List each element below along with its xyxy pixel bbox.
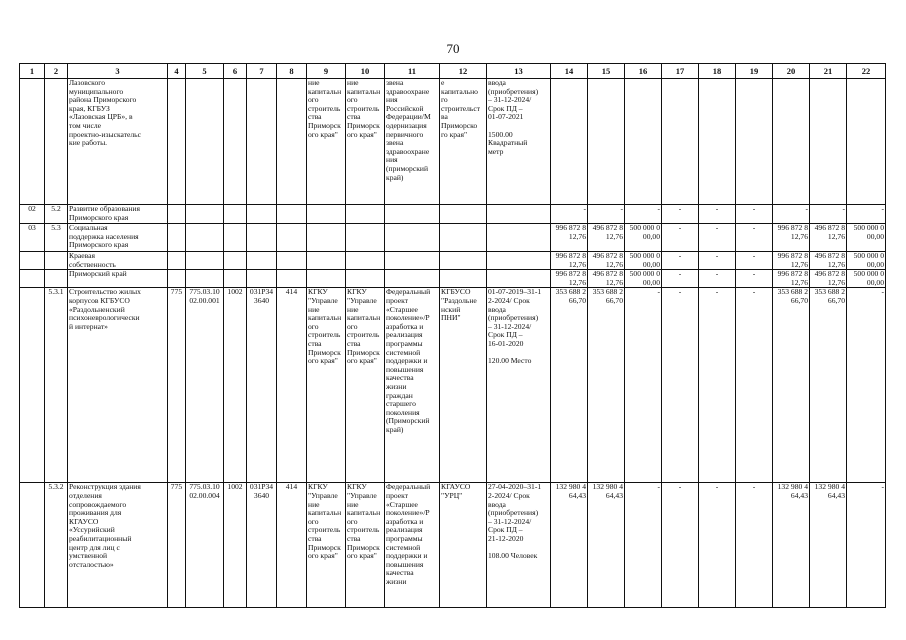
table-cell: 02 — [20, 205, 45, 224]
table-cell: ние капитальн ого строитель ства Приморск ого края" — [307, 79, 346, 205]
table-cell — [487, 270, 551, 288]
table-cell: - — [662, 288, 699, 483]
table-cell — [45, 79, 68, 205]
table-cell — [45, 270, 68, 288]
table-cell: - — [773, 205, 810, 224]
table-cell — [307, 270, 346, 288]
table-cell — [168, 224, 186, 252]
table-cell: - — [699, 483, 736, 608]
column-header: 14 — [551, 64, 588, 79]
table-cell: 132 980 4 64,43 — [551, 483, 588, 608]
page-number: 70 — [446, 41, 460, 56]
column-header: 7 — [247, 64, 277, 79]
table-row — [20, 288, 886, 483]
table-cell: - — [736, 224, 773, 252]
table-cell: Социальная поддержка населения Приморского края — [68, 224, 168, 252]
table-cell — [186, 270, 224, 288]
table-cell: 775.03.10 02.00.004 — [186, 483, 224, 608]
table-cell: звена здравоохране ния Российской Федерации/М одернизация первичного звена здравоохране ния (приморский край) — [385, 79, 440, 205]
table-cell: 996 872 8 12,76 — [551, 224, 588, 252]
table-cell — [277, 79, 307, 205]
table-cell: 500 000 0 00,00 — [625, 252, 662, 270]
table-cell — [588, 79, 625, 205]
table-cell — [168, 205, 186, 224]
table-cell — [307, 252, 346, 270]
table-cell: - — [662, 252, 699, 270]
table-cell — [307, 224, 346, 252]
table-cell — [186, 79, 224, 205]
table-cell: Федеральный проект «Старшее поколение»/Р азработка и реализация программы системной поддержки и повышения качества жизни — [385, 483, 440, 608]
column-header: 3 — [68, 64, 168, 79]
table-cell — [699, 79, 736, 205]
table-cell: - — [662, 205, 699, 224]
table-cell: е капитально го строительст ва Приморско го края" — [440, 79, 487, 205]
table-cell — [45, 252, 68, 270]
table-cell: - — [625, 205, 662, 224]
table-cell: 500 000 0 00,00 — [847, 252, 886, 270]
table-cell: 500 000 0 00,00 — [625, 224, 662, 252]
table-cell: 996 872 8 12,76 — [773, 252, 810, 270]
table-cell — [20, 288, 45, 483]
table-cell: Лазовского муниципального района Приморского края, КГБУЗ «Лазовская ЦРБ», в том числе проектно-изыскательс кие работы. — [68, 79, 168, 205]
table-cell: 5.2 — [45, 205, 68, 224]
table-cell — [224, 270, 247, 288]
table-cell: 5.3.1 — [45, 288, 68, 483]
column-header: 8 — [277, 64, 307, 79]
table-cell — [224, 205, 247, 224]
column-header: 16 — [625, 64, 662, 79]
table-cell: - — [699, 270, 736, 288]
table-cell: 353 688 2 66,70 — [551, 288, 588, 483]
column-header: 13 — [487, 64, 551, 79]
table-cell: - — [551, 205, 588, 224]
table-cell: - — [699, 252, 736, 270]
table-cell: - — [662, 270, 699, 288]
table-cell — [247, 205, 277, 224]
table-cell: Строительство жилых корпусов КГБУСО «Раздольненский психоневрологически й интернат» — [68, 288, 168, 483]
table-cell — [385, 224, 440, 252]
table-cell: - — [736, 270, 773, 288]
table-cell: 27-04-2020–31-1 2-2024/ Срок ввода (приобретения) – 31-12-2024/ Срок ПД – 21-12-2020 108.00 Человек — [487, 483, 551, 608]
table-cell: - — [588, 205, 625, 224]
table-cell: 353 688 2 66,70 — [810, 288, 847, 483]
table-cell: - — [662, 224, 699, 252]
table-cell: 132 980 4 64,43 — [588, 483, 625, 608]
table-cell: 775 — [168, 483, 186, 608]
table-cell — [773, 79, 810, 205]
table-cell — [247, 224, 277, 252]
table-row — [20, 205, 886, 224]
table-cell — [625, 79, 662, 205]
table-cell — [346, 270, 385, 288]
column-header: 5 — [186, 64, 224, 79]
table-cell: 496 872 8 12,76 — [810, 270, 847, 288]
table-cell — [168, 252, 186, 270]
column-header: 21 — [810, 64, 847, 79]
column-header: 2 — [45, 64, 68, 79]
table-row — [20, 79, 886, 205]
table-cell — [346, 224, 385, 252]
table-cell: 414 — [277, 288, 307, 483]
table-cell — [277, 270, 307, 288]
table-cell — [186, 205, 224, 224]
table-cell — [487, 224, 551, 252]
table-cell: 031Р34 3640 — [247, 288, 277, 483]
table-cell: 500 000 0 00,00 — [847, 270, 886, 288]
column-header: 6 — [224, 64, 247, 79]
table-cell — [440, 270, 487, 288]
table-cell — [20, 79, 45, 205]
column-header: 18 — [699, 64, 736, 79]
table-cell — [20, 252, 45, 270]
table-cell — [307, 205, 346, 224]
table-cell — [277, 205, 307, 224]
table-cell — [168, 79, 186, 205]
table-cell: 132 980 4 64,43 — [810, 483, 847, 608]
table-cell — [346, 252, 385, 270]
table-cell: - — [699, 224, 736, 252]
table-cell: 1002 — [224, 483, 247, 608]
table-cell: Федеральный проект «Старшее поколение»/Р азработка и реализация программы системной поддержки и повышения качества жизни граждан старшего поколения (Приморский край) — [385, 288, 440, 483]
column-header: 17 — [662, 64, 699, 79]
table-cell — [186, 224, 224, 252]
column-header: 4 — [168, 64, 186, 79]
table-cell: Приморский край — [68, 270, 168, 288]
table-cell — [224, 224, 247, 252]
table-cell — [440, 224, 487, 252]
table-cell — [20, 483, 45, 608]
table-cell: - — [625, 288, 662, 483]
table-cell: 775.03.10 02.00.001 — [186, 288, 224, 483]
table-cell: 353 688 2 66,70 — [588, 288, 625, 483]
table-cell: 996 872 8 12,76 — [773, 270, 810, 288]
table-cell — [440, 205, 487, 224]
table-cell — [551, 79, 588, 205]
table-cell — [487, 252, 551, 270]
column-header: 22 — [847, 64, 886, 79]
table-cell: КГКУ "Управле ние капитальн ого строитель ства Приморск ого края" — [307, 483, 346, 608]
table-cell: 496 872 8 12,76 — [810, 224, 847, 252]
table-cell: 1002 — [224, 288, 247, 483]
table-cell — [247, 252, 277, 270]
column-header: 11 — [385, 64, 440, 79]
table-cell — [224, 79, 247, 205]
table-cell: 132 980 4 64,43 — [773, 483, 810, 608]
table-cell: - — [736, 288, 773, 483]
table-cell: 5.3 — [45, 224, 68, 252]
table-cell: ввода (приобретения) – 31-12-2024/ Срок ПД – 01-07-2021 1500.00 Квадратный метр — [487, 79, 551, 205]
table-cell: - — [699, 288, 736, 483]
table-cell — [247, 270, 277, 288]
table-cell: 500 000 0 00,00 — [847, 224, 886, 252]
table-cell: 496 872 8 12,76 — [588, 252, 625, 270]
table-row — [20, 483, 886, 608]
table-cell: - — [847, 288, 886, 483]
table-cell: 414 — [277, 483, 307, 608]
table-cell: - — [736, 483, 773, 608]
table-cell: - — [662, 483, 699, 608]
table-cell: КГКУ "Управле ние капитальн ого строитель ства Приморск ого края" — [346, 483, 385, 608]
table-cell — [277, 252, 307, 270]
table-row — [20, 252, 886, 270]
column-header: 19 — [736, 64, 773, 79]
column-header: 9 — [307, 64, 346, 79]
table-cell: 353 688 2 66,70 — [773, 288, 810, 483]
table-cell: 496 872 8 12,76 — [588, 224, 625, 252]
table-row — [20, 224, 886, 252]
table-cell — [385, 205, 440, 224]
column-header: 20 — [773, 64, 810, 79]
header-row — [20, 64, 886, 79]
column-header: 1 — [20, 64, 45, 79]
table-cell — [487, 205, 551, 224]
table-cell: 996 872 8 12,76 — [551, 252, 588, 270]
table-cell: КГКУ "Управле ние капитальн ого строитель ства Приморск ого края" — [307, 288, 346, 483]
table-cell: 996 872 8 12,76 — [551, 270, 588, 288]
column-header: 10 — [346, 64, 385, 79]
table-cell: Краевая собственность — [68, 252, 168, 270]
table-cell: - — [736, 252, 773, 270]
table-cell — [346, 205, 385, 224]
table-cell: - — [847, 483, 886, 608]
table-cell: 775 — [168, 288, 186, 483]
table-cell — [247, 79, 277, 205]
table-cell: - — [847, 205, 886, 224]
table-cell — [736, 79, 773, 205]
table-cell: - — [736, 205, 773, 224]
table-cell: 5.3.2 — [45, 483, 68, 608]
table-cell — [847, 79, 886, 205]
table-cell: 496 872 8 12,76 — [810, 252, 847, 270]
table-cell — [440, 252, 487, 270]
table-cell — [810, 79, 847, 205]
table-cell — [168, 270, 186, 288]
table-cell — [662, 79, 699, 205]
table-cell: КГБУСО "Раздольне нский ПНИ" — [440, 288, 487, 483]
table-cell — [385, 270, 440, 288]
table-cell — [277, 224, 307, 252]
table-cell — [385, 252, 440, 270]
data-table — [19, 63, 886, 608]
table-cell: 01-07-2019–31-1 2-2024/ Срок ввода (приобретения) – 31-12-2024/ Срок ПД – 16-01-2020 120.00 Место — [487, 288, 551, 483]
table-cell: ние капитальн ого строитель ства Приморск ого края" — [346, 79, 385, 205]
table-cell: КГКУ "Управле ние капитальн ого строитель ства Приморск ого края" — [346, 288, 385, 483]
table-cell — [20, 270, 45, 288]
table-cell: Развитие образования Приморского края — [68, 205, 168, 224]
table-cell: - — [699, 205, 736, 224]
table-cell: - — [810, 205, 847, 224]
table-cell — [186, 252, 224, 270]
table-cell: 500 000 0 00,00 — [625, 270, 662, 288]
table-cell: 031Р34 3640 — [247, 483, 277, 608]
table-cell — [224, 252, 247, 270]
column-header: 12 — [440, 64, 487, 79]
table-cell: КГАУСО "УРЦ" — [440, 483, 487, 608]
table-cell: - — [625, 483, 662, 608]
column-header: 15 — [588, 64, 625, 79]
table-cell: 996 872 8 12,76 — [773, 224, 810, 252]
table-cell: Реконструкция здания отделения сопровождаемого проживания для КГАУСО «Уссурийский реабилитационный центр для лиц с умственной отсталостью» — [68, 483, 168, 608]
table-cell: 496 872 8 12,76 — [588, 270, 625, 288]
table-cell: 03 — [20, 224, 45, 252]
table-row — [20, 270, 886, 288]
